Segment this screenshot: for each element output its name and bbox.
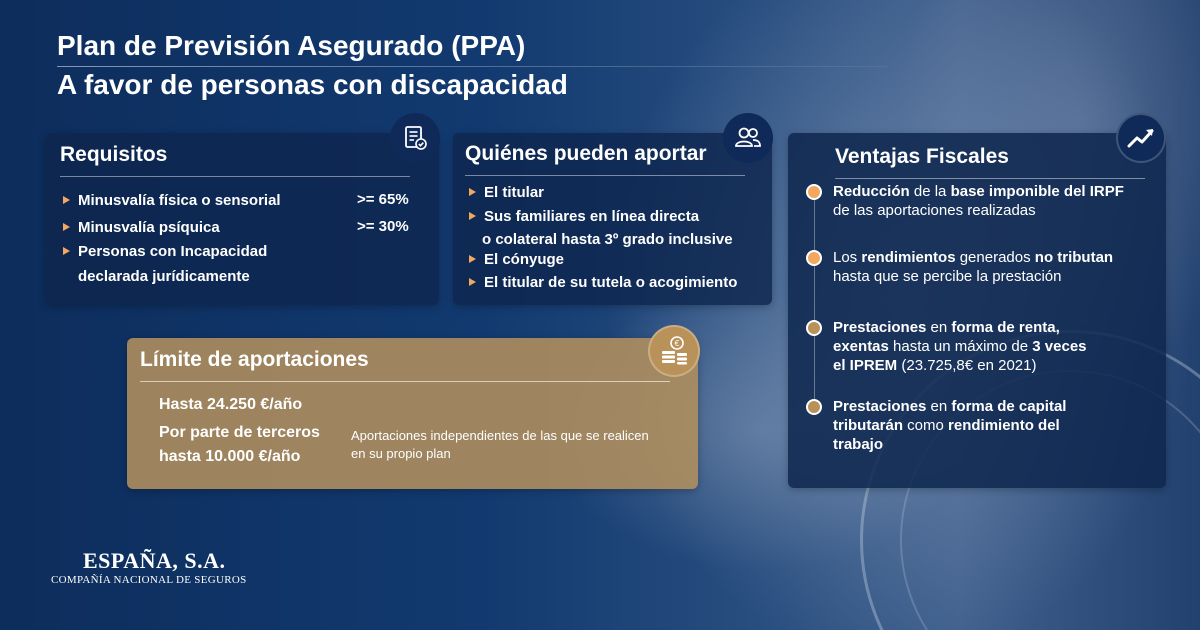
bullet-triangle-icon: [63, 196, 70, 204]
page-title: Plan de Previsión Asegurado (PPA): [57, 30, 526, 61]
trend-up-icon: [1126, 125, 1156, 151]
limite-third-party-amount: hasta 10.000 €/año: [159, 448, 301, 465]
quienes-item: El cónyuge: [469, 248, 564, 272]
timeline-dot: [806, 399, 822, 415]
limite-card: [127, 338, 698, 489]
ventajas-item-line: el IPREM (23.725,8€ en 2021): [833, 357, 1037, 374]
limite-icon-badge: [648, 325, 700, 377]
ventajas-item-line: exentas hasta un máximo de 3 veces: [833, 338, 1087, 355]
requisitos-item-continuation: declarada jurídicamente: [78, 268, 250, 285]
limite-note-cont: en su propio plan: [351, 446, 451, 461]
requisitos-value: >= 65%: [357, 191, 409, 208]
limite-annual: Hasta 24.250 €/año: [159, 396, 303, 413]
ventajas-timeline: [814, 190, 815, 410]
limite-divider: [140, 381, 670, 382]
ventajas-icon-badge: [1116, 113, 1166, 163]
document-check-icon: [401, 124, 429, 152]
users-icon: [733, 124, 763, 152]
bullet-triangle-icon: [63, 223, 70, 231]
title-divider: [57, 66, 887, 67]
bullet-triangle-icon: [63, 247, 70, 255]
requisitos-item: Personas con Incapacidad: [63, 240, 267, 264]
quienes-divider: [465, 175, 745, 176]
requisitos-card: [45, 133, 439, 305]
ventajas-item-line: Prestaciones en forma de capital: [833, 398, 1067, 415]
ventajas-divider: [835, 178, 1145, 179]
requisitos-title: Requisitos: [60, 143, 168, 166]
requisitos-item: Minusvalía física o sensorial: [63, 189, 281, 213]
quienes-card: [453, 133, 772, 305]
quienes-item: El titular: [469, 181, 544, 205]
limite-title: Límite de aportaciones: [140, 348, 369, 371]
quienes-item: El titular de su tutela o acogimiento: [469, 271, 737, 295]
requisitos-value: >= 30%: [357, 218, 409, 235]
timeline-dot: [806, 184, 822, 200]
ventajas-item-line: tributarán como rendimiento del: [833, 417, 1060, 434]
ventajas-item-line: Los rendimientos generados no tributan: [833, 249, 1114, 266]
ventajas-item-line: trabajo: [833, 436, 884, 453]
ventajas-item-line: de las aportaciones realizadas: [833, 202, 1036, 219]
requisitos-item: Minusvalía psíquica: [63, 216, 220, 240]
quienes-item: Sus familiares en línea directa: [469, 205, 699, 229]
bullet-triangle-icon: [469, 188, 476, 196]
quienes-title: Quiénes pueden aportar: [465, 142, 707, 165]
brand-name: ESPAÑA, S.A.: [83, 548, 226, 573]
timeline-dot: [806, 320, 822, 336]
page-subtitle: A favor de personas con discapacidad: [57, 69, 568, 100]
coins-euro-icon: [658, 335, 690, 367]
ventajas-item-line: Prestaciones en forma de renta,: [833, 319, 1060, 336]
limite-note: Aportaciones independientes de las que se realicen: [351, 428, 649, 443]
quienes-icon-badge: [723, 113, 773, 163]
timeline-dot: [806, 250, 822, 266]
ventajas-item-line: Reducción de la base imponible del IRPF: [833, 183, 1124, 200]
ventajas-title: Ventajas Fiscales: [835, 145, 1009, 168]
ventajas-item-line: hasta que se percibe la prestación: [833, 268, 1062, 285]
svg-text:€: €: [674, 339, 680, 348]
bullet-triangle-icon: [469, 278, 476, 286]
requisitos-divider: [60, 176, 410, 177]
quienes-item-continuation: o colateral hasta 3º grado inclusive: [482, 231, 733, 248]
limite-third-party: Por parte de terceros: [159, 424, 320, 441]
bullet-triangle-icon: [469, 255, 476, 263]
brand-tagline: COMPAÑÍA NACIONAL DE SEGUROS: [51, 574, 247, 586]
bullet-triangle-icon: [469, 212, 476, 220]
requisitos-icon-badge: [390, 113, 440, 163]
